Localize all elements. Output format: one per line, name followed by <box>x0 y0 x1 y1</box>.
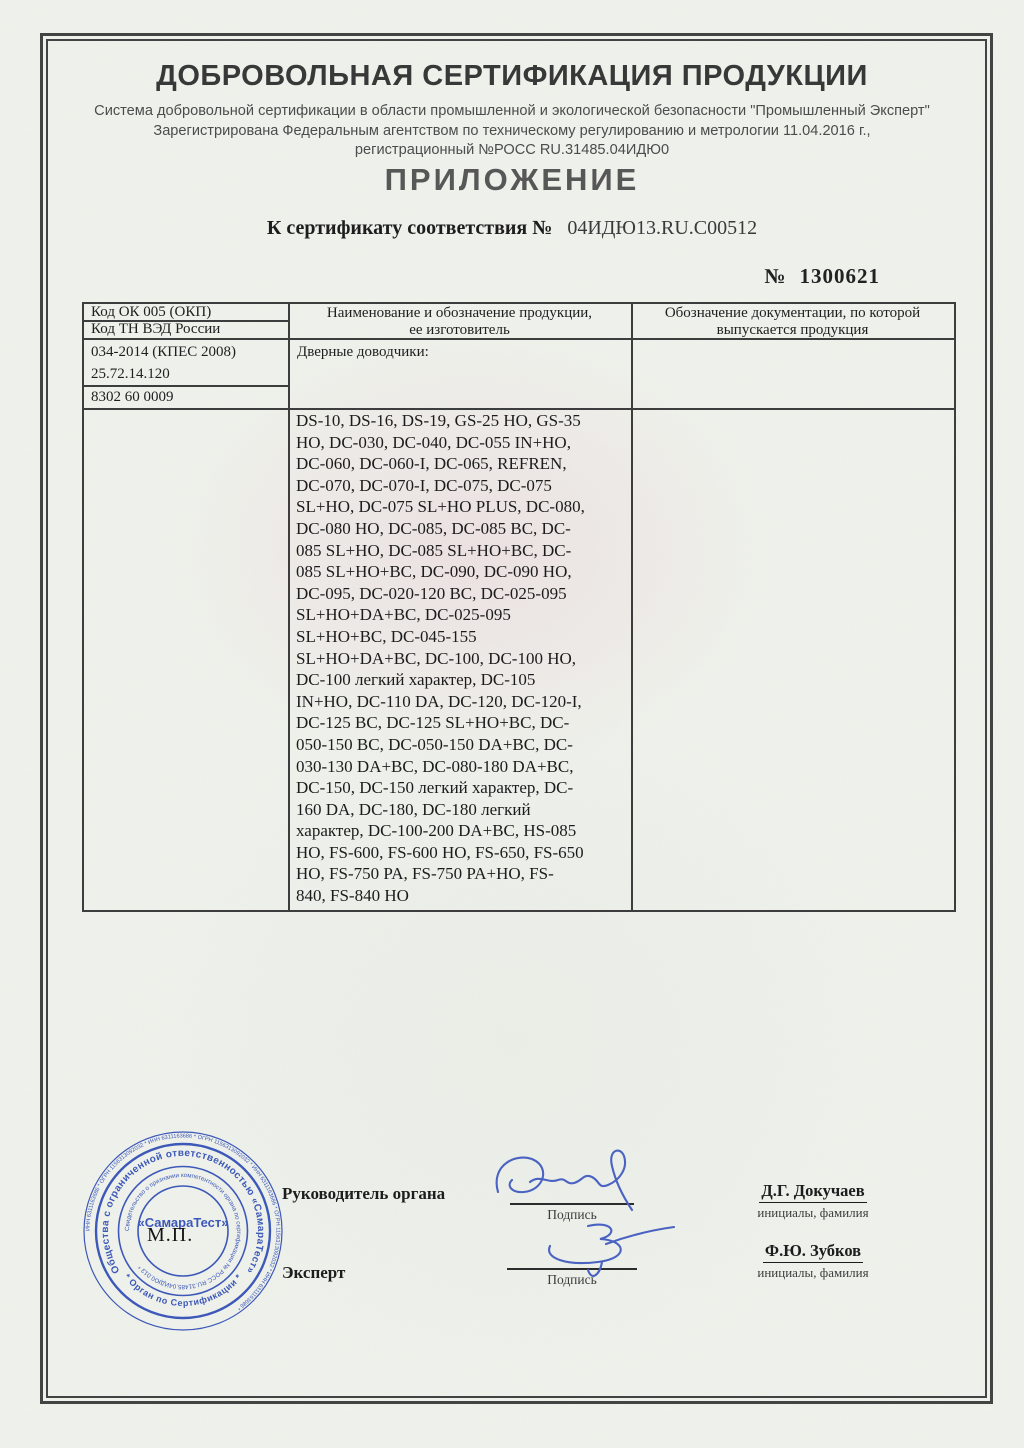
product-list-line: SL+HO, DC-075 SL+HO PLUS, DC-080, <box>296 497 585 517</box>
product-list-line: SL+HO+BC, DC-045-155 <box>296 626 477 646</box>
subtitle-line: Система добровольной сертификации в области промышленной и экологической безопасности "Промышленный Эксперт" <box>94 103 930 119</box>
header-docs-line1: Обозначение документации, по которой <box>664 305 921 321</box>
product-list-line: 160 DA, DC-180, DC-180 легкий <box>296 799 531 819</box>
header-product-line1: Наименование и обозначение продукции, <box>326 305 593 321</box>
product-list-line: DC-060, DC-060-I, DC-065, REFREN, <box>296 454 567 474</box>
expert-signature-caption: Подпись <box>547 1272 597 1287</box>
product-list-line: DC-080 HO, DC-085, DC-085 BC, DC- <box>296 518 571 538</box>
product-list-line: DC-100 легкий характер, DC-105 <box>296 670 536 690</box>
code-tnved-value: 8302 60 0009 <box>91 389 174 405</box>
header-code-okp: Код ОК 005 (ОКП) <box>91 304 212 320</box>
product-list-line: DC-150, DC-150 легкий характер, DC- <box>296 778 574 798</box>
product-models-list <box>296 410 626 907</box>
certificate-reference-label: К сертификату соответствия № <box>266 217 553 239</box>
header-docs-line2: выпускается продукция <box>716 321 869 338</box>
product-list-line: 085 SL+HO+BC, DC-090, DC-090 HO, <box>296 562 572 582</box>
product-list-line: 030-130 DA+BC, DC-080-180 DA+BC, <box>296 756 574 776</box>
head-signature-caption: Подпись <box>547 1207 597 1222</box>
product-list-line: SL+HO+DA+BC, DC-100, DC-100 HO, <box>296 648 576 668</box>
expert-name-caption: инициалы, фамилия <box>757 1265 869 1280</box>
codes-okp-block <box>84 341 289 385</box>
head-signature-scribble <box>497 1151 632 1210</box>
product-list-line: характер, DC-100-200 DA+BC, HS-085 <box>296 821 577 841</box>
head-name: Д.Г. Докучаев <box>759 1181 866 1203</box>
certification-system-description <box>60 102 964 161</box>
product-list-line: 840, FS-840 HO <box>296 886 409 906</box>
product-group-title: Дверные доводчики: <box>297 344 429 360</box>
header-product-line2: ее изготовитель <box>409 321 510 338</box>
product-list-line: HO, FS-600, FS-600 HO, FS-650, FS-650 <box>296 842 584 862</box>
product-list-line: DS-10, DS-16, DS-19, GS-25 HO, GS-35 <box>296 411 581 430</box>
header-product-column <box>290 305 629 338</box>
product-list-line: 085 SL+HO, DC-085 SL+HO+BC, DC- <box>296 540 572 560</box>
table-column-divider-2 <box>631 304 633 910</box>
product-list-line: DC-070, DC-070-I, DC-075, DC-075 <box>296 475 552 495</box>
product-list-line: 050-150 BC, DC-050-150 DA+BC, DC- <box>296 734 573 754</box>
header-docs-column <box>633 305 952 338</box>
certificate-number: 04ИДЮ13.RU.C00512 <box>567 217 758 239</box>
expert-name: Ф.Ю. Зубков <box>763 1241 863 1263</box>
expert-name-block <box>733 1241 893 1281</box>
product-list-line: DC-095, DC-020-120 BC, DC-025-095 <box>296 583 567 603</box>
head-name-caption: инициалы, фамилия <box>757 1205 869 1220</box>
stamp-outer-ring-bottom-text: * Орган по Сертификации * <box>122 1271 244 1309</box>
stamp-center-text: «СамараТест» <box>137 1215 229 1230</box>
stamp-inner-ring-text: Свидетельство о признании компетентности органа по сертификации № РОСС RU.31485.04ИДЮ0.013 * <box>123 1171 243 1291</box>
product-list-line: IN+HO, DC-110 DA, DC-120, DC-120-I, <box>296 691 582 711</box>
document-title: ДОБРОВОЛЬНАЯ СЕРТИФИКАЦИЯ ПРОДУКЦИИ <box>156 60 868 92</box>
seal-place-mark: М.П. <box>147 1224 194 1246</box>
form-number-line <box>764 264 880 289</box>
form-number-value: 1300621 <box>799 264 880 288</box>
product-list-line: HO, FS-750 PA, FS-750 PA+HO, FS- <box>296 864 554 884</box>
stamp-edge-text: ИНН 6311163686 * ОГРН 1156313092032 * ИНН 6311163686 * ОГРН 1156313092032 * ИНН 6311163686 * ОГРН 1156313092032 * ИНН 6311163686 * <box>85 1133 281 1311</box>
appendix-heading: ПРИЛОЖЕНИЕ <box>384 162 640 197</box>
head-name-block <box>733 1181 893 1221</box>
code-okp-value: 034-2014 (КПЕС 2008) <box>91 344 236 360</box>
product-list-line: DC-125 BC, DC-125 SL+HO+BC, DC- <box>296 713 570 733</box>
product-list-line: HO, DC-030, DC-040, DC-055 IN+HO, <box>296 432 571 452</box>
subtitle-line: регистрационный №РОСС RU.31485.04ИДЮ0 <box>354 142 670 158</box>
certificate-reference-line <box>0 217 1024 240</box>
code-kpes-value: 25.72.14.120 <box>91 366 170 382</box>
handwritten-signatures <box>440 1140 700 1300</box>
subtitle-line: Зарегистрирована Федеральным агентством по техническому регулированию и метрологии 11.04.2016 г., <box>153 122 871 139</box>
table-header-bottom-line <box>84 338 954 340</box>
stamp-outer-ring-top-text: Общества с ограниченной ответственностью «СамараТест» <box>99 1147 267 1276</box>
product-list-line: SL+HO+DA+BC, DC-025-095 <box>296 605 511 625</box>
products-table <box>82 302 956 912</box>
header-code-tnved: Код ТН ВЭД России <box>91 321 221 337</box>
head-of-body-role-label: Руководитель органа <box>282 1184 446 1203</box>
expert-role-label: Эксперт <box>282 1263 346 1282</box>
form-number-label: № <box>764 264 786 288</box>
expert-signature-scribble <box>549 1225 674 1276</box>
